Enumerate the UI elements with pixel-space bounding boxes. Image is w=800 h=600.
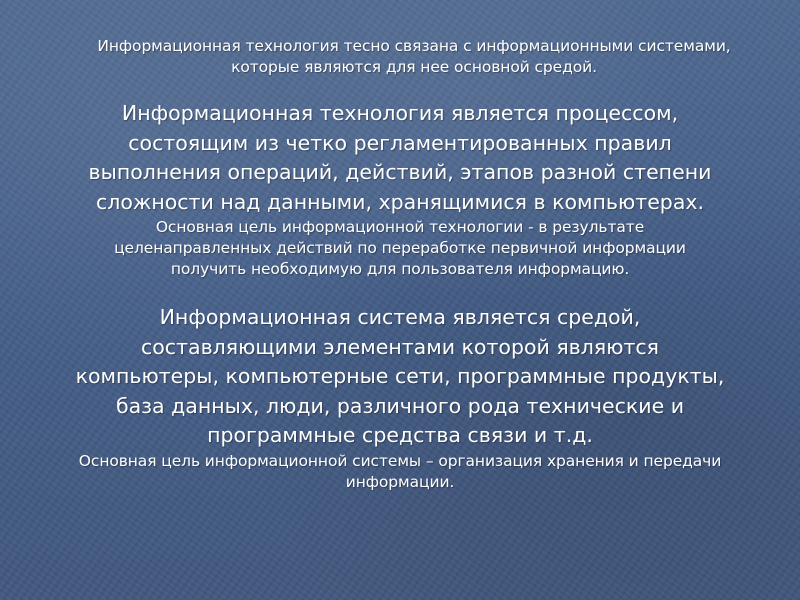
it-definition-line: Информационная технология является процессом, [121, 101, 679, 125]
is-definition-line: база данных, люди, различного рода технические и [115, 393, 685, 418]
it-definition-line: состоящим из четко регламентированных правил [128, 130, 672, 155]
intro-paragraph [44, 36, 784, 78]
it-definition-line: сложности над данными, хранящимися в компьютерах. [95, 189, 705, 214]
is-definition-line: программные средства связи и т.д. [207, 423, 593, 447]
intro-line: Информационная технология тесно связана с информационными системами, [97, 37, 731, 55]
is-goal-line: информации. [345, 472, 455, 491]
is-definition-line: Информационная система является средой, [159, 305, 641, 329]
it-goal-line: получить необходимую для пользователя информацию. [170, 260, 630, 278]
is-goal [16, 451, 784, 493]
it-goal-line: Основная цель информационной технологии - в результате [155, 218, 645, 236]
is-goal-line: Основная цель информационной системы – организация хранения и передачи [78, 451, 722, 470]
it-goal [16, 217, 784, 280]
intro-line: которые являются для нее основной средой. [231, 58, 597, 76]
is-definition-line: составляющими элементами которой являются [140, 334, 659, 359]
it-goal-line: целенаправленных действий по переработке первичной информации [114, 239, 686, 257]
is-definition [16, 303, 784, 451]
is-definition-line: компьютеры, компьютерные сети, программные продукты, [75, 364, 725, 388]
it-definition [16, 99, 784, 217]
information-system-section [16, 303, 784, 493]
information-technology-section [16, 99, 784, 280]
it-definition-line: выполнения операций, действий, этапов разной степени [88, 160, 712, 184]
